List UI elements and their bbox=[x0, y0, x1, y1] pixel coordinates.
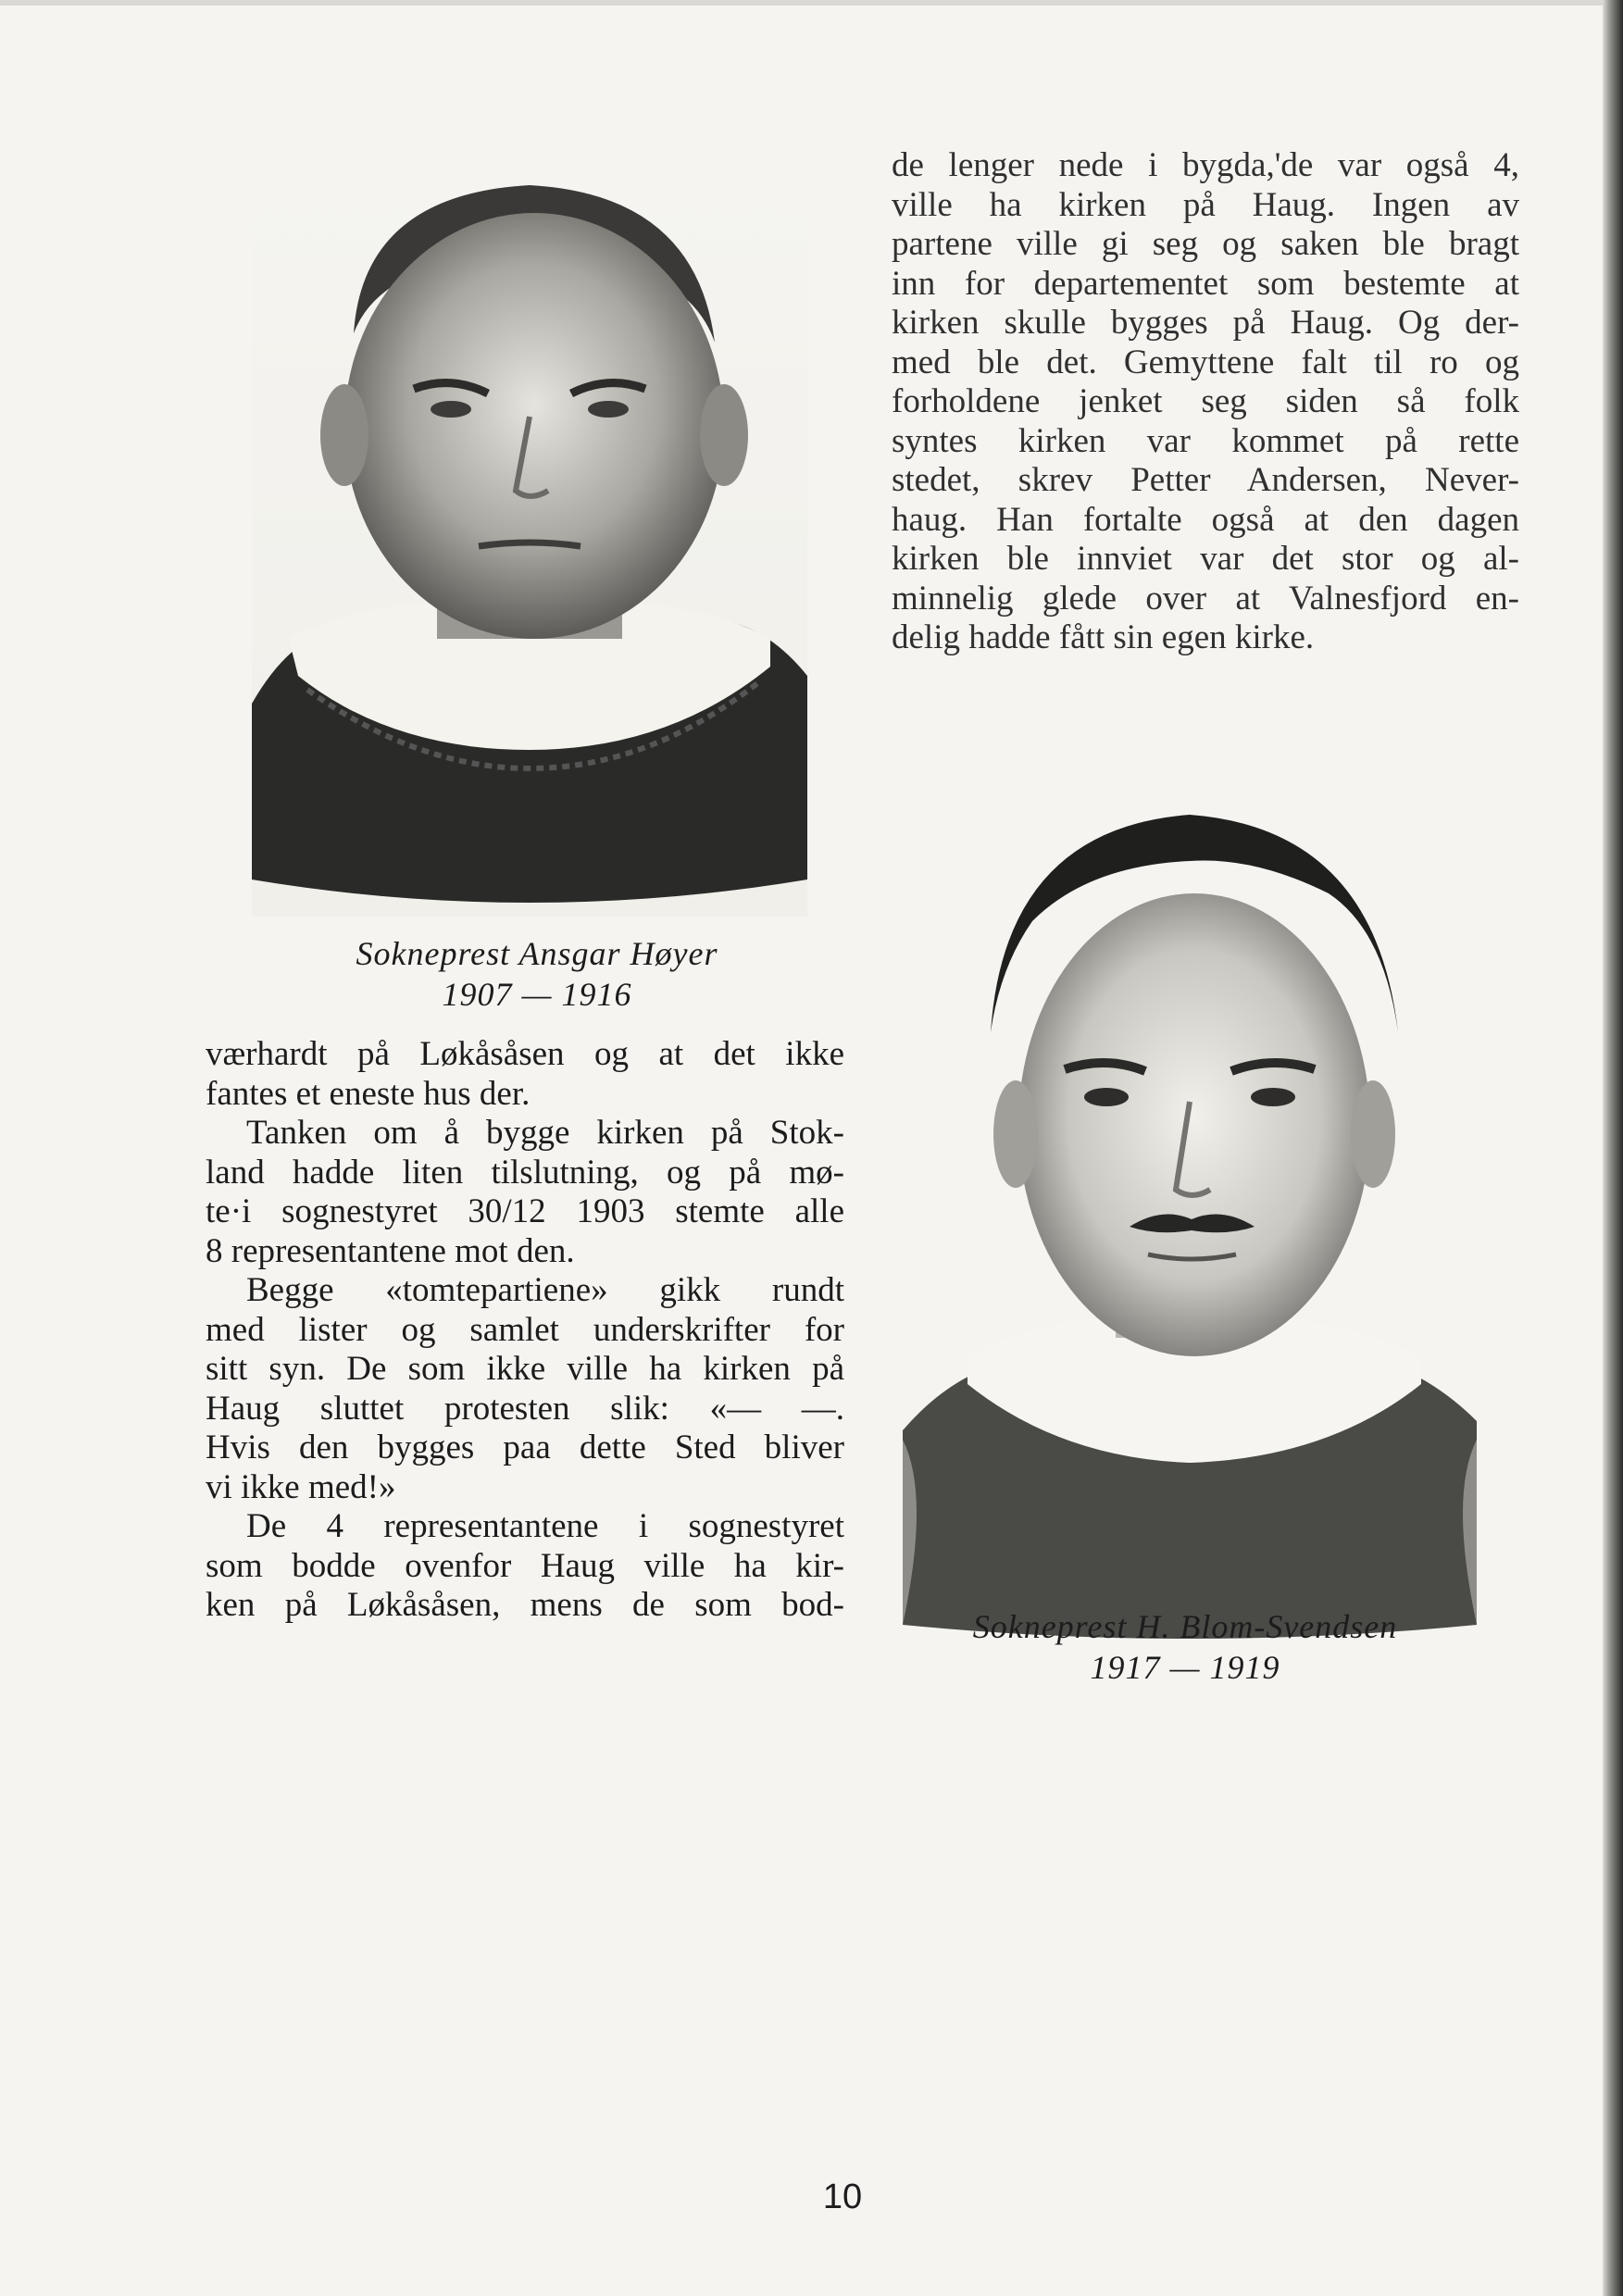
photo-caption-blom-svendsen bbox=[935, 1606, 1435, 1688]
caption-years: 1907 — 1916 bbox=[442, 976, 632, 1013]
photo-caption-hoyer bbox=[306, 933, 768, 1015]
caption-name: Sokneprest Ansgar Høyer bbox=[356, 935, 718, 972]
text-line: sitt syn. De som ikke ville ha kirken på bbox=[206, 1350, 844, 1388]
caption-years: 1917 — 1919 bbox=[1090, 1649, 1280, 1686]
text-line: land hadde liten tilslutning, og på mø- bbox=[206, 1153, 844, 1192]
text-line: med ble det. Gemyttene falt til ro og bbox=[892, 343, 1519, 381]
book-spine-shadow bbox=[1603, 0, 1623, 2296]
portrait-photo-blom-svendsen bbox=[903, 792, 1477, 1643]
portrait-hoyer-image bbox=[252, 157, 807, 917]
text-line: Tanken om å bygge kirken på Stok- bbox=[246, 1114, 844, 1152]
text-line: stedet, skrev Petter Andersen, Never- bbox=[892, 461, 1519, 499]
text-line: te·i sognestyret 30/12 1903 stemte alle bbox=[206, 1192, 844, 1230]
text-line: vi ikke med!» bbox=[206, 1467, 396, 1506]
right-text-column bbox=[892, 146, 1519, 658]
text-line: de lenger nede i bygda,'de var også 4, bbox=[892, 146, 1519, 184]
text-line: kirken skulle bygges på Haug. Og der- bbox=[892, 304, 1519, 342]
text-line: Haug sluttet protesten slik: «— —. bbox=[206, 1389, 844, 1428]
text-line: delig hadde fått sin egen kirke. bbox=[892, 618, 1315, 656]
text-line: De 4 representantene i sognestyret bbox=[246, 1507, 844, 1545]
text-line: kirken ble innviet var det stor og al- bbox=[892, 540, 1519, 578]
text-line: minnelig glede over at Valnesfjord en- bbox=[892, 579, 1519, 618]
page-number: 10 bbox=[822, 2177, 863, 2216]
text-line: værhardt på Løkåsåsen og at det ikke bbox=[206, 1035, 844, 1073]
text-line: med lister og samlet underskrifter for bbox=[206, 1310, 844, 1349]
text-line: haug. Han fortalte også at den dagen bbox=[892, 500, 1519, 539]
text-line: Hvis den bygges paa dette Sted bliver bbox=[206, 1429, 844, 1466]
text-line: ville ha kirken på Haug. Ingen av bbox=[892, 185, 1519, 224]
text-line: fantes et eneste hus der. bbox=[206, 1074, 531, 1113]
page-top-edge bbox=[0, 0, 1603, 6]
caption-name: Sokneprest H. Blom-Svendsen bbox=[972, 1608, 1398, 1645]
left-text-column bbox=[206, 1035, 844, 1626]
text-line: inn for departementet som bestemte at bbox=[892, 264, 1519, 303]
text-line: 8 representantene mot den. bbox=[206, 1231, 575, 1270]
text-line: partene ville gi seg og saken ble bragt bbox=[892, 225, 1519, 263]
text-line: syntes kirken var kommet på rette bbox=[892, 421, 1519, 460]
portrait-blom-svendsen-image bbox=[903, 792, 1477, 1643]
text-line: som bodde ovenfor Haug ville ha kir- bbox=[206, 1546, 844, 1585]
portrait-photo-hoyer bbox=[252, 157, 807, 917]
text-line: ken på Løkåsåsen, mens de som bod- bbox=[206, 1586, 844, 1624]
text-line: forholdene jenket seg siden så folk bbox=[892, 382, 1519, 420]
text-line: Begge «tomtepartiene» gikk rundt bbox=[246, 1271, 844, 1309]
